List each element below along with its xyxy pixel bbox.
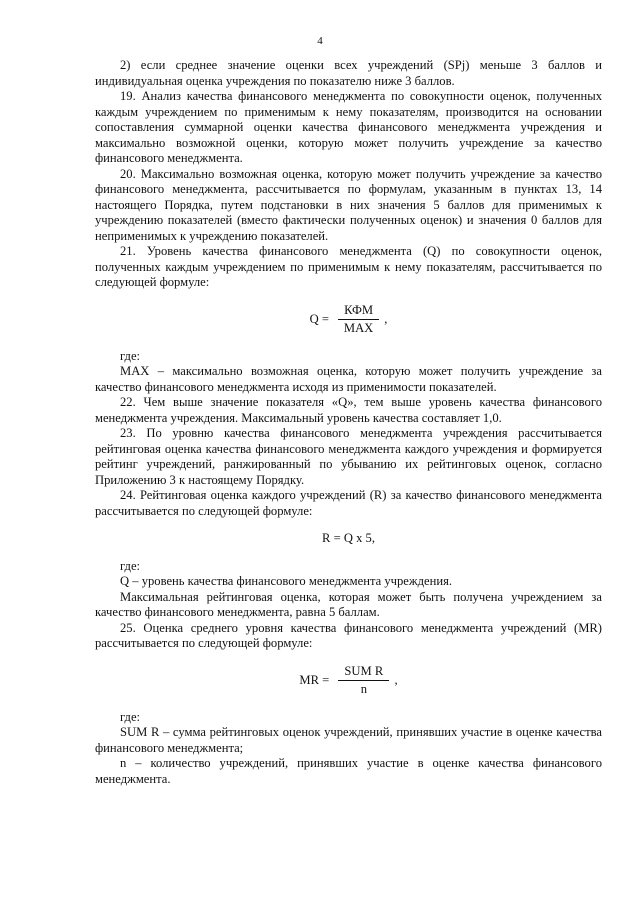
formula-q-denominator: MAX	[343, 321, 374, 335]
formula-mr	[95, 664, 602, 698]
formula-r: R = Q x 5,	[322, 531, 375, 545]
paragraph-24: 24. Рейтинговая оценка каждого учреждений (R) за качество финансового менеджмента рассчитывается по следующей формуле:	[95, 488, 602, 518]
formula-q-fraction	[338, 303, 379, 337]
document-body	[95, 58, 602, 787]
formula-q-numerator: КФМ	[338, 303, 379, 321]
paragraph-19: 19. Анализ качества финансового менеджмента по совокупности оценок, полученных каждым учреждением по применимым к нему показателям, производится на основании сопоставления суммарной оценки качества финансового менеджмента учреждения и максимально возможной оценки, которую может получить учреждение за качество финансового менеджмента.	[95, 89, 602, 165]
formula-q-lhs: Q =	[309, 311, 329, 326]
formula-q	[95, 303, 602, 337]
where-label-3: где:	[120, 709, 141, 724]
definition-max: MAX – максимально возможная оценка, которую может получить учреждение за качество финансового менеджмента исходя из применимости показателей.	[95, 364, 602, 394]
paragraph-25: 25. Оценка среднего уровня качества финансового менеджмента учреждений (MR) рассчитывается по следующей формуле:	[95, 620, 602, 650]
paragraph-max-rating: Максимальная рейтинговая оценка, которая может быть получена учреждением за качество финансового менеджмента, равна 5 баллам.	[95, 589, 602, 619]
formula-mr-numerator: SUM R	[338, 664, 389, 682]
paragraph-item-2: 2) если среднее значение оценки всех учреждений (SPj) меньше 3 баллов и индивидуальная оценка учреждения по показателю ниже 3 баллов.	[95, 58, 602, 88]
definition-sum-r: SUM R – сумма рейтинговых оценок учреждений, принявших участие в оценке качества финансового менеджмента;	[95, 725, 602, 755]
definition-q: Q – уровень качества финансового менеджмента учреждения.	[120, 574, 453, 588]
paragraph-21: 21. Уровень качества финансового менеджмента (Q) по совокупности оценок, полученных каждым учреждением по применимым к нему показателям, рассчитывается по следующей формуле:	[95, 244, 602, 289]
formula-mr-denominator: n	[360, 682, 367, 696]
formula-mr-lhs: MR =	[299, 672, 330, 687]
paragraph-22: 22. Чем выше значение показателя «Q», тем выше уровень качества финансового менеджмента учреждения. Максимальный уровень качества составляет 1,0.	[95, 395, 602, 425]
formula-q-tail: ,	[384, 311, 388, 326]
page-number: 4	[317, 35, 323, 47]
paragraph-23: 23. По уровню качества финансового менеджмента учреждения рассчитывается рейтинговая оценка качества финансового менеджмента каждого учреждения и формируется рейтинг учреждений, ранжированный по убыванию их рейтинговых оценок, согласно Приложению 3 к настоящему Порядку.	[95, 426, 602, 487]
definition-n: n – количество учреждений, принявших участие в оценке качества финансового менеджмента.	[95, 756, 602, 786]
formula-mr-fraction	[338, 664, 389, 698]
where-label-2: где:	[120, 558, 141, 573]
paragraph-20: 20. Максимально возможная оценка, которую может получить учреждение за качество финансового менеджмента, рассчитывается по формулам, указанным в пунктах 13, 14 настоящего Порядка, путем подстановки в них значения 5 баллов для применимых к учреждению показателей (вместо фактически полученных оценок) и значения 0 баллов для неприменимых к учреждению показателей.	[95, 166, 602, 243]
formula-mr-tail: ,	[394, 672, 398, 687]
where-label-1: где:	[120, 348, 141, 363]
